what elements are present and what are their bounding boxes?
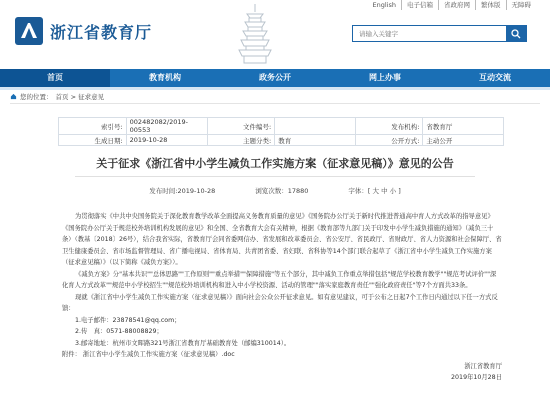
toplink-accessibility[interactable]: 无障碍 (506, 0, 537, 10)
breadcrumb (10, 92, 104, 101)
breadcrumb-path[interactable]: 首页 > 征求意见 (55, 93, 105, 101)
meta-publisher-value: 省教育厅 (423, 118, 504, 135)
meta-docno-label: 文件编号: (207, 118, 275, 135)
sign-date: 2019年10月28日 (451, 374, 502, 381)
meta-publisher-label: 发布机构: (355, 118, 423, 135)
font-size-control[interactable]: 字体：[ 大 中 小 ] (348, 187, 401, 195)
meta-date-value: 2019-10-28 (126, 135, 207, 146)
nav-gov-affairs[interactable]: 政务公开 (259, 73, 291, 82)
top-links (368, 0, 536, 10)
toplink-traditional[interactable]: 繁体版 (475, 0, 506, 10)
contact-email: 1.电子邮件：23878541@qq.com； (75, 316, 181, 324)
divider (10, 103, 540, 104)
nav-online-services[interactable]: 网上办事 (369, 73, 401, 82)
attachment (62, 349, 502, 361)
toplink-provgov[interactable]: 省政府网 (438, 0, 475, 10)
nav-interaction[interactable]: 互动交流 (479, 73, 511, 82)
meta-docno-value (275, 118, 356, 135)
paragraph: 为贯彻落实《中共中央国务院关于深化教育教学改革全面提高义务教育质量的意见》《国务院办公厅关于新时代推进普通高中育人方式改革的指导意见》《国务院办公厅关于规范校外培训机构发展的意见》和全国、全省教育大会有关精神，根据《教育部等九部门关于印发中小学生减负措施的通知》（减负三十条）（教基〔2018〕26号），结合我省实际，省教育厅会同省委网信办、省发展和改革委员会、省公安厅、省民政厅、省财政厅、省人力资源和社会保障厅、省卫生健康委员会、省市场监督管理局、省广播电视局、省体育局、共青团省委、省妇联、省科协等14个部门联合起草了《浙江省中小学生减负工作实施方案（征求意见稿）》（以下简称《减负方案》）。 (62, 213, 502, 266)
search-button[interactable] (506, 26, 526, 41)
search-icon (511, 29, 521, 39)
home-icon (10, 93, 17, 100)
pagoda-icon (225, 2, 285, 64)
meta-index-value: 002482082/2019-00553 (126, 118, 207, 135)
logo-icon (14, 16, 44, 46)
main-nav (0, 69, 550, 87)
site-title: 浙江省教育厅 (50, 23, 153, 42)
paragraph: 《减负方案》分"基本共识""总体思路""工作原则""重点举措""保障措施"等五个部分，其中减负工作重点举措包括"规范学校教育教学""规范考试评价""深化育人方式改革""规范中小学校招生""规范校外培训机构和进入中小学校资源、活动的管理""落实家庭教育责任""强化政府责任"等7个方面共33条。 (62, 270, 497, 289)
toplink-english[interactable]: English (372, 1, 396, 9)
paragraph: 现就《浙江省中小学生减负工作实施方案（征求意见稿）》面向社会公众公开征求意见。如有意见建议，可于公布之日起7个工作日内通过以下任一方式反馈： (62, 293, 498, 312)
nav-institutions[interactable]: 教育机构 (149, 73, 181, 82)
nav-shadow (0, 87, 550, 90)
meta-table (58, 117, 504, 146)
article-body (62, 211, 502, 384)
contact-fax: 2.传 真：0571-88008829； (75, 328, 163, 335)
signoff: 浙江省教育厅 (464, 362, 502, 370)
nav-home[interactable]: 首页 (0, 69, 110, 87)
meta-open-label: 公开方式: (355, 135, 423, 146)
search-input[interactable] (353, 26, 503, 41)
article-info (0, 186, 550, 195)
meta-open-value: 主动公开 (423, 135, 504, 146)
meta-subject-label: 主题分类: (207, 135, 275, 146)
view-count: 浏览次数：17880 (255, 187, 309, 195)
breadcrumb-prefix: 您的位置： (20, 93, 53, 101)
article-title: 关于征求《浙江省中小学生减负工作实施方案（征求意见稿）》意见的公告 (96, 157, 454, 170)
attachment-link[interactable]: 浙江省中小学生减负工作实施方案（征求意见稿）.doc (82, 351, 235, 358)
contact-address: 3.邮寄地址：杭州市文晖路321号浙江省教育厅基础教育处（邮编310014）。 (75, 339, 291, 347)
meta-subject-value: 教育 (275, 135, 356, 146)
meta-index-label: 索引号: (59, 118, 127, 135)
toplink-email[interactable]: 电子信箱 (401, 0, 438, 10)
search-box[interactable] (352, 25, 527, 42)
title-divider (75, 176, 475, 177)
meta-date-label: 生成日期: (59, 135, 127, 146)
publish-date: 发布时间:2019-10-28 (149, 187, 216, 195)
attachment-label: 附件： (62, 351, 81, 358)
